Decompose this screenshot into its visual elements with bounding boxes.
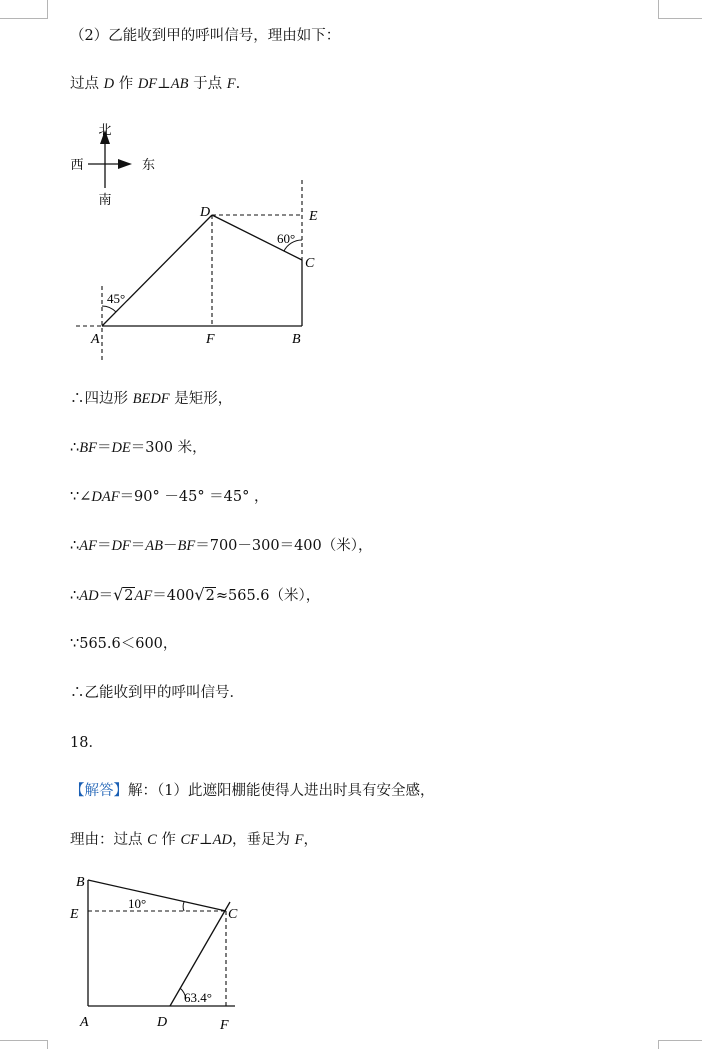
point-label-E: E [70, 907, 79, 922]
compass-south-label: 南 [98, 192, 112, 207]
sqrt-symbol: √ [194, 585, 205, 604]
figure-1-geometry-diagram [60, 118, 350, 370]
corner-mark-top-right [658, 0, 702, 19]
point-label-F: F [220, 1018, 229, 1033]
point-label-B: B [292, 332, 301, 347]
corner-mark-top-left [0, 0, 48, 19]
equation-bf-de: ∴BF＝DE＝300 米， [70, 440, 207, 456]
point-label-B: B [76, 875, 85, 890]
angle-label-60: 60° [277, 231, 296, 246]
point-label-D: D [200, 205, 211, 220]
question-number: 18． [70, 735, 103, 751]
rectangle-statement: ∴四边形 BEDF 是矩形， [70, 391, 233, 407]
equation-af-df: ∴AF＝DF＝AB－BF＝700－300＝400（米）， [70, 538, 373, 554]
answer-tag: 【解答】 [70, 783, 128, 799]
sqrt-symbol: √ [113, 585, 124, 604]
angle-arc-10 [183, 902, 184, 911]
segment-BC [88, 880, 226, 911]
point-label-E: E [309, 209, 318, 224]
segment-AD [102, 215, 212, 326]
angle-label-10: 10° [128, 896, 147, 911]
angle-label-63: 63.4° [184, 990, 212, 1005]
reason-heading: （2）乙能收到甲的呼叫信号，理由如下： [70, 28, 341, 44]
equation-angle-daf: ∵∠DAF＝90° －45° ＝45° ， [70, 489, 269, 505]
compass-east-arrow-icon [118, 159, 132, 169]
compass-west-label: 西 [70, 157, 84, 172]
conclusion-statement: ∴乙能收到甲的呼叫信号． [70, 685, 244, 701]
answer-intro: 【解答】解：（1）此遮阳棚能使得人进出时具有安全感， [70, 783, 435, 799]
reason-construction: 理由：过点 C 作 CF⊥AD，垂足为 F， [70, 832, 318, 848]
compass-north-label: 北 [98, 122, 112, 137]
point-label-D: D [157, 1015, 168, 1030]
equation-ad: ∴AD＝√2AF＝400√2≈565.6（米）， [70, 585, 321, 604]
point-label-A: A [91, 332, 100, 347]
point-label-C: C [305, 256, 315, 271]
point-label-C: C [228, 907, 238, 922]
point-label-F: F [206, 332, 215, 347]
angle-label-45: 45° [107, 291, 126, 306]
construction-step: 过点 D 作 DF⊥AB 于点 F. [70, 76, 241, 92]
compass-east-label: 东 [142, 157, 156, 172]
angle-arc-45 [102, 306, 116, 312]
comparison-statement: ∵565.6＜600， [70, 636, 178, 652]
figure-2-awning-diagram [60, 868, 260, 1040]
point-label-A: A [80, 1015, 89, 1030]
